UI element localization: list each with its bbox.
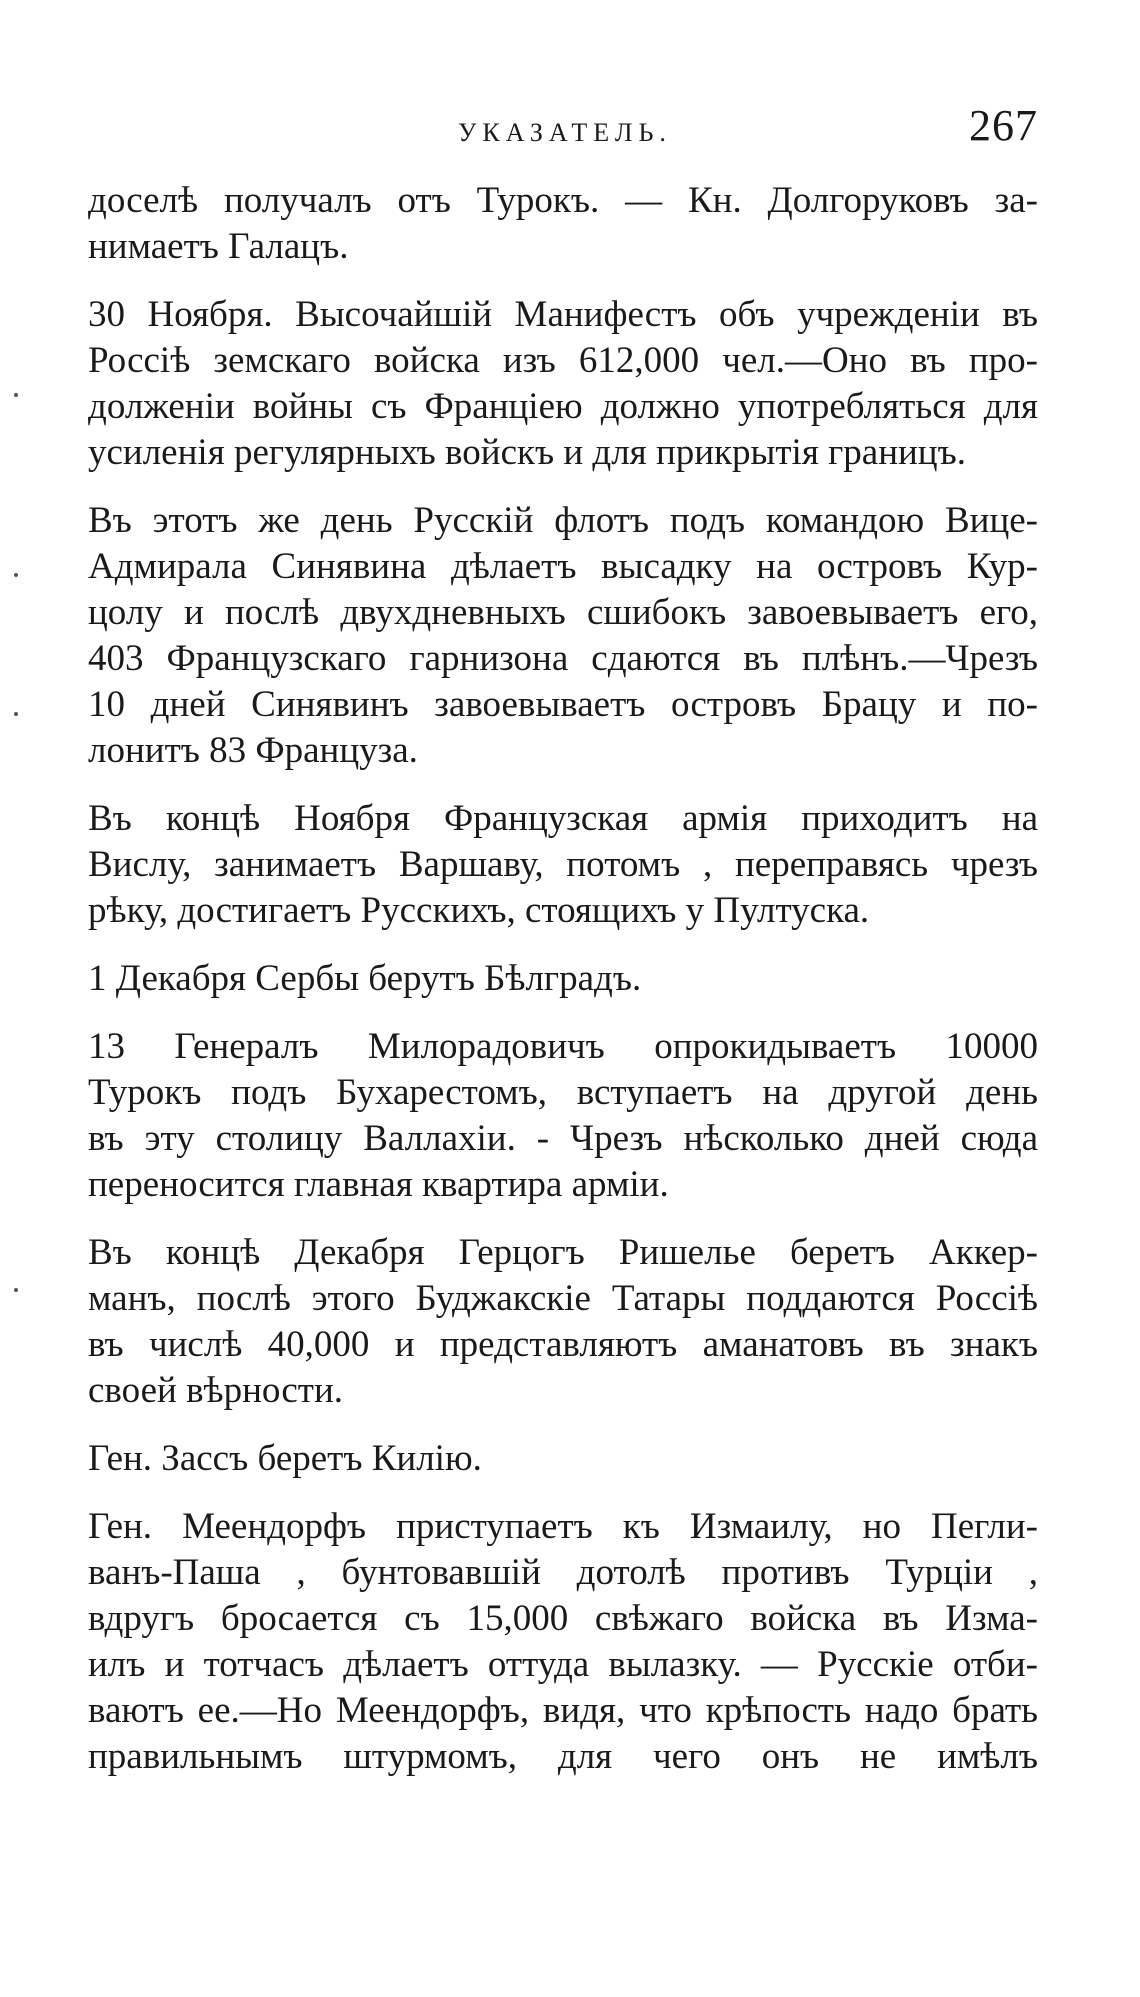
text-line: правильнымъ штурмомъ, для чего онъ не имѣлъ xyxy=(88,1736,1038,1777)
margin-speck xyxy=(14,573,18,577)
text-line: Ген. Зассъ беретъ Килію. xyxy=(88,1438,482,1479)
text-line: цолу и послѣ двухдневныхъ сшибокъ завоевываетъ его, xyxy=(88,592,1038,633)
text-line: Въ концѣ Декабря Герцогъ Ришелье беретъ Аккер- xyxy=(88,1232,1038,1273)
text-line: вдругъ бросается съ 15,000 свѣжаго войска въ Изма- xyxy=(88,1598,1038,1639)
margin-speck xyxy=(14,393,18,397)
text-line: долженіи войны съ Франціею должно употребляться для xyxy=(88,386,1038,427)
text-line: переносится главная квартира арміи. xyxy=(88,1164,669,1205)
text-line: Въ этотъ же день Русскій флотъ подъ командою Вице- xyxy=(88,500,1038,541)
text-line: въ эту столицу Валлахіи. - Чрезъ нѣсколько дней сюда xyxy=(88,1118,1038,1159)
text-line: 10 дней Синявинъ завоевываетъ островъ Брацу и по- xyxy=(88,684,1038,725)
index-text-block xyxy=(88,178,1038,1802)
text-line: доселѣ получалъ отъ Турокъ. — Кн. Долгоруковъ за- xyxy=(88,180,1038,221)
text-line: 30 Ноября. Высочайшій Манифестъ объ учрежденіи въ xyxy=(88,294,1038,335)
text-line: 1 Декабря Сербы берутъ Бѣлградъ. xyxy=(88,958,642,999)
paragraph xyxy=(88,956,1038,1002)
paragraph xyxy=(88,1024,1038,1208)
text-line: Турокъ подъ Бухарестомъ, вступаетъ на другой день xyxy=(88,1072,1038,1113)
text-line: лонитъ 83 Француза. xyxy=(88,730,418,771)
text-line: своей вѣрности. xyxy=(88,1370,343,1411)
text-line: усиленія регулярныхъ войскъ и для прикрытія границъ. xyxy=(88,432,966,473)
text-line: Ген. Меендорфъ приступаетъ къ Измаилу, но Пегли- xyxy=(88,1506,1038,1547)
text-line: Россіѣ земскаго войска изъ 612,000 чел.—Оно въ про- xyxy=(88,340,1038,381)
running-head-title: УКАЗАТЕЛЬ. xyxy=(458,118,672,147)
text-line: илъ и тотчасъ дѣлаетъ оттуда вылазку. — Русскіе отби- xyxy=(88,1644,1038,1685)
text-line: Вислу, занимаетъ Варшаву, потомъ , переправясь чрезъ xyxy=(88,844,1038,885)
paragraph xyxy=(88,292,1038,476)
paragraph xyxy=(88,1436,1038,1482)
text-line: Въ концѣ Ноября Французская армія приходитъ на xyxy=(88,798,1038,839)
paragraph xyxy=(88,1230,1038,1414)
running-head xyxy=(88,100,1038,160)
paragraph xyxy=(88,178,1038,270)
text-line: рѣку, достигаетъ Русскихъ, стоящихъ у Пултуска. xyxy=(88,890,870,931)
paragraph xyxy=(88,498,1038,774)
text-line: ваютъ ее.—Но Меендорфъ, видя, что крѣпость надо брать xyxy=(88,1690,1038,1731)
text-line: ванъ-Паша , бунтовавшій дотолѣ противъ Турціи , xyxy=(88,1552,1038,1593)
margin-speck xyxy=(14,1288,18,1292)
margin-speck xyxy=(14,712,18,716)
text-line: манъ, послѣ этого Буджакскіе Татары поддаются Россіѣ xyxy=(88,1278,1038,1319)
text-line: въ числѣ 40,000 и представляютъ аманатовъ въ знакъ xyxy=(88,1324,1038,1365)
text-line: 13 Генералъ Милорадовичъ опрокидываетъ 10000 xyxy=(88,1026,1038,1067)
paragraph xyxy=(88,796,1038,934)
paragraph xyxy=(88,1504,1038,1780)
page-number: 267 xyxy=(969,101,1038,150)
text-line: нимаетъ Галацъ. xyxy=(88,226,349,267)
text-line: Адмирала Синявина дѣлаетъ высадку на островъ Кур- xyxy=(88,546,1038,587)
text-line: 403 Французскаго гарнизона сдаются въ плѣнъ.—Чрезъ xyxy=(88,638,1038,679)
